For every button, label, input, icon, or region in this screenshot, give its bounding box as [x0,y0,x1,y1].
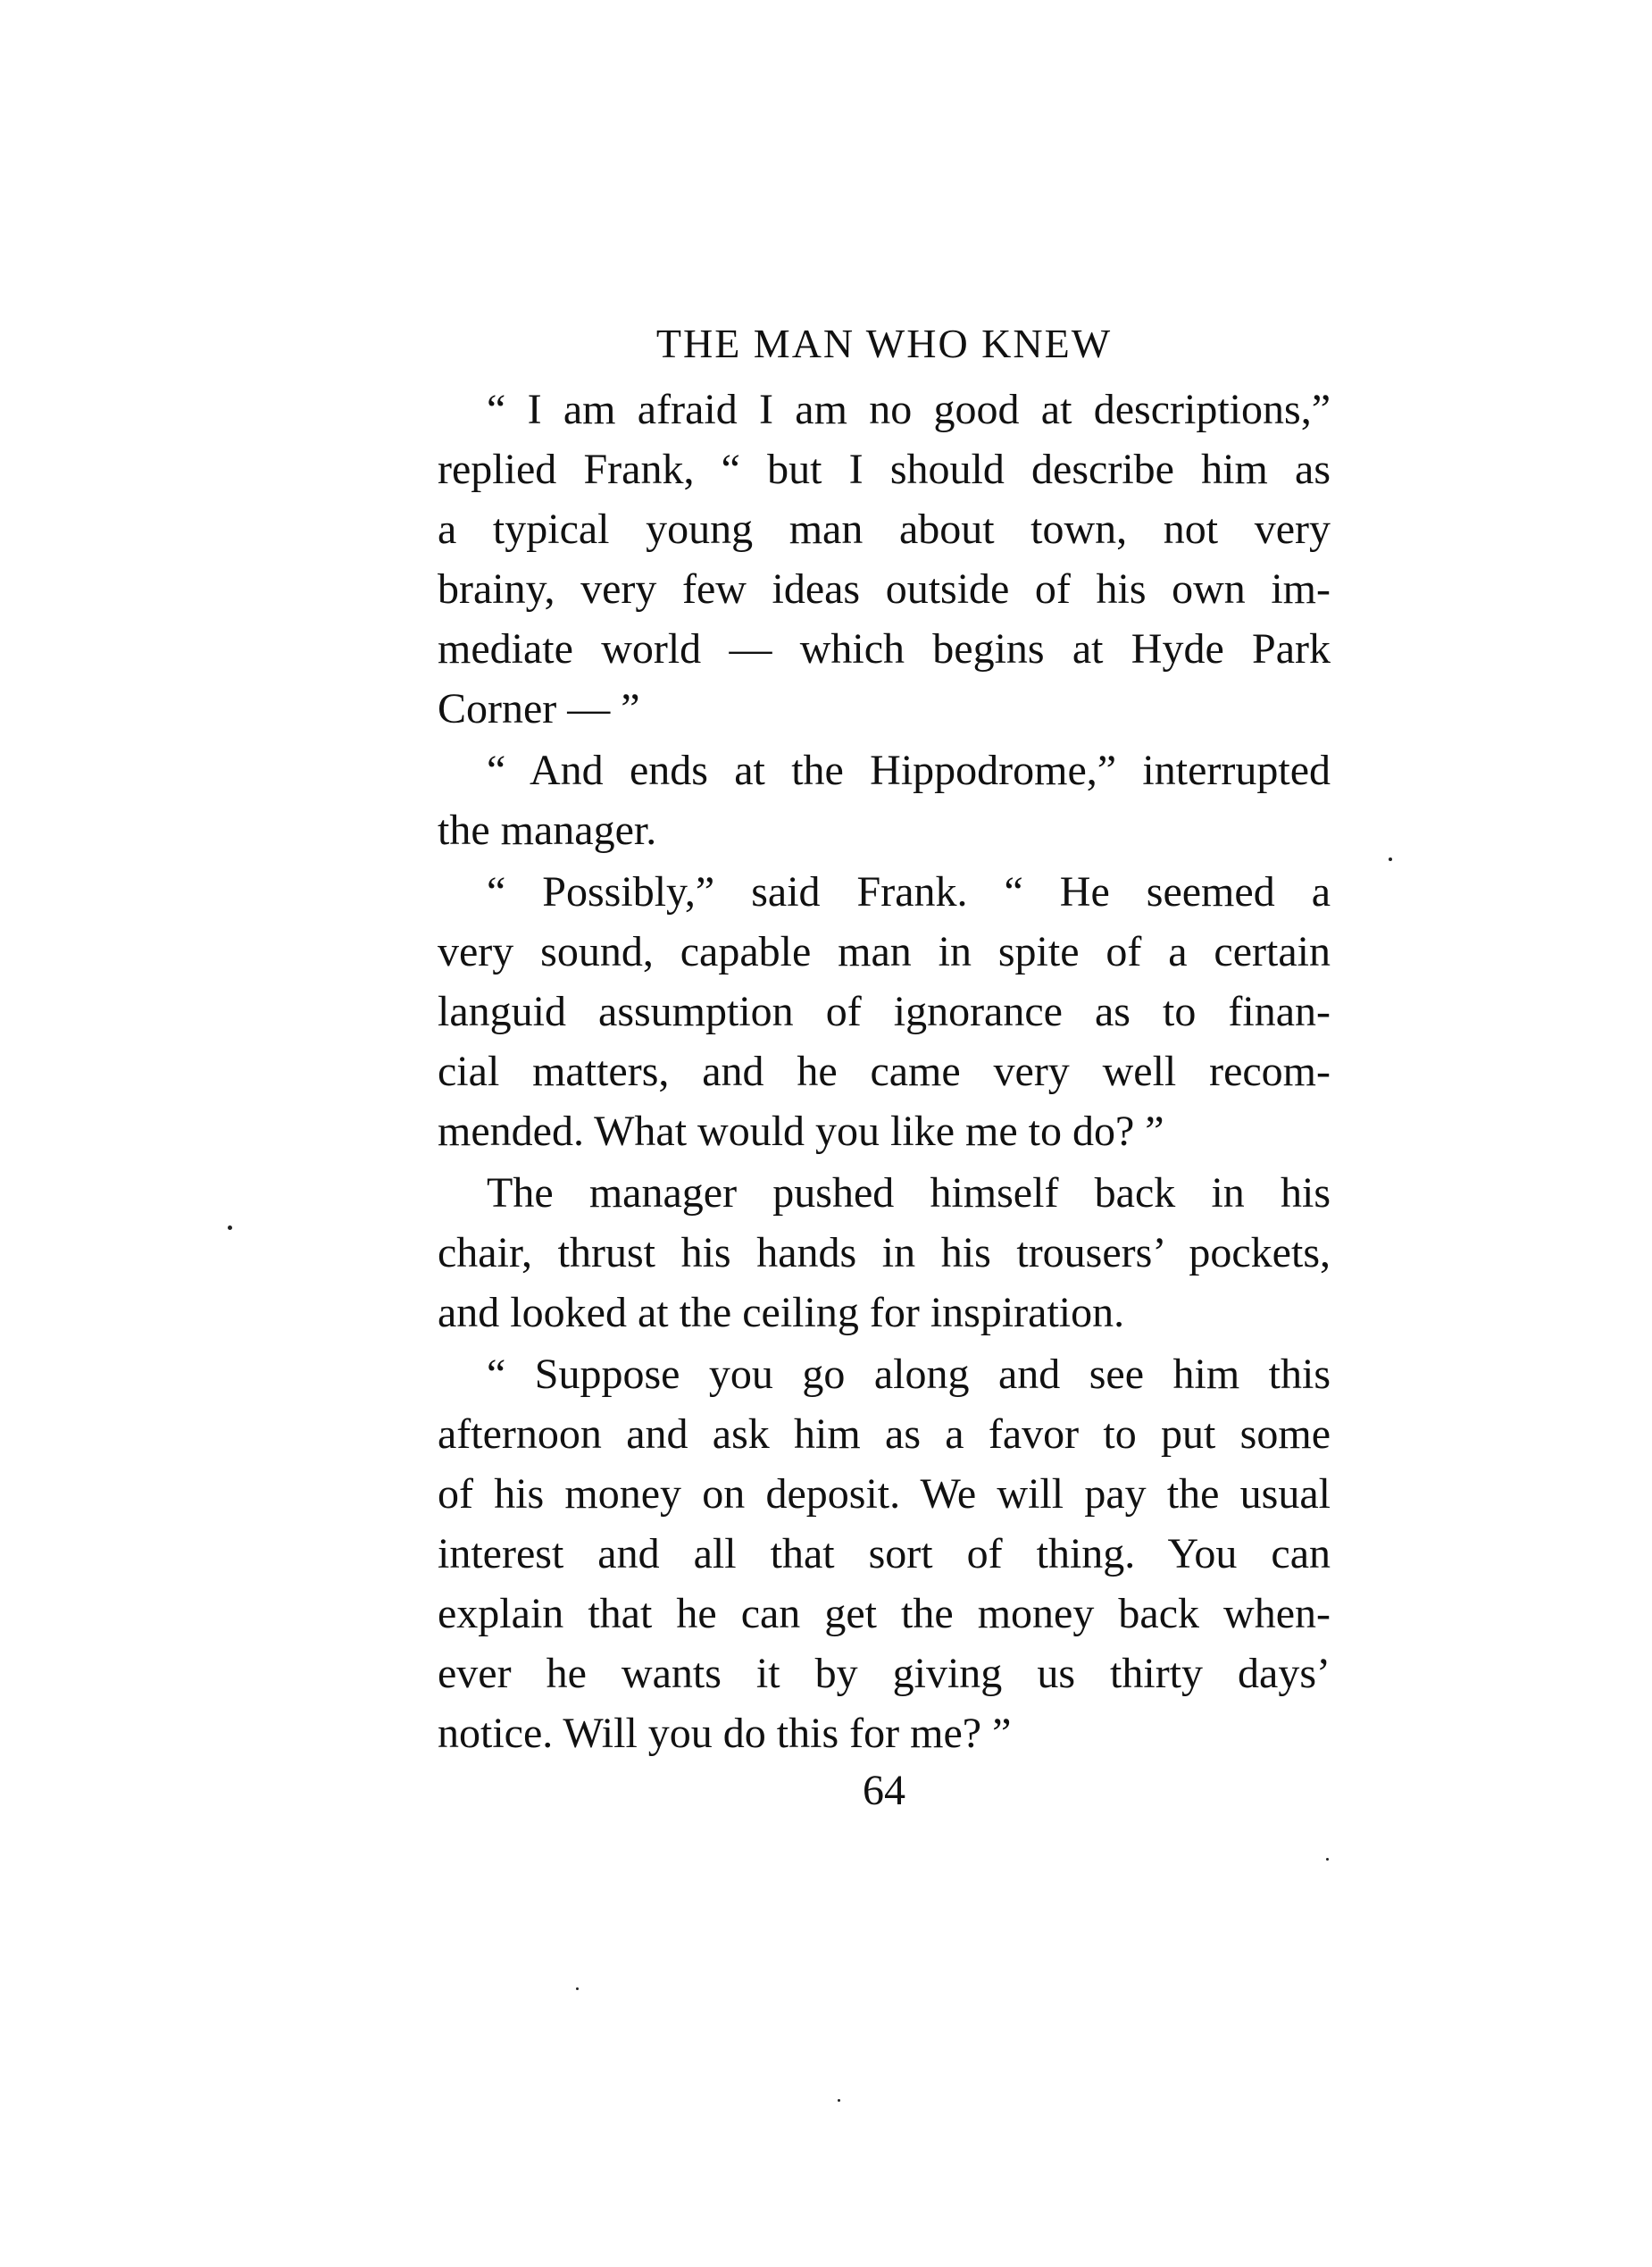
text-line: of his money on deposit. We will pay the usual [438,1470,1331,1518]
text-line: interest and all that sort of thing. You can [438,1530,1331,1577]
text-line: cial matters, and he came very well recom- [438,1048,1331,1095]
text-line: a typical young man about town, not very [438,506,1331,553]
text-line: ever he wants it by giving us thirty days’ [438,1650,1331,1697]
scan-speck [838,2099,840,2102]
page-number: 64 [863,1767,905,1814]
paragraph [438,740,1331,860]
running-head: THE MAN WHO KNEW [655,321,1113,366]
text-line: “ Suppose you go along and see him this [487,1351,1331,1398]
text-line: brainy, very few ideas outside of his own im- [438,565,1331,613]
text-line: “ Possibly,” said Frank. “ He seemed a [487,868,1331,916]
scan-speck [1326,1858,1329,1861]
body-text [438,380,1331,1763]
paragraph [438,1163,1331,1343]
text-line: notice. Will you do this for me? ” [438,1710,1012,1757]
text-line: explain that he can get the money back when- [438,1590,1331,1637]
text-line: The manager pushed himself back in his [487,1169,1331,1217]
paragraph [438,380,1331,739]
text-line: replied Frank, “ but I should describe him as [438,446,1331,493]
scan-speck [1389,857,1392,861]
scan-speck [576,1987,579,1990]
text-line: Corner — ” [438,685,640,732]
text-line: mended. What would you like me to do? ” [438,1108,1164,1155]
text-line: “ And ends at the Hippodrome,” interrupted [487,747,1331,794]
text-line: very sound, capable man in spite of a certain [438,928,1331,975]
text-line: afternoon and ask him as a favor to put some [438,1410,1331,1458]
text-line: languid assumption of ignorance as to finan- [438,988,1331,1035]
text-line: mediate world — which begins at Hyde Park [438,625,1331,673]
paragraph [438,1344,1331,1763]
paragraph [438,862,1331,1161]
text-line: the manager. [438,807,657,854]
text-line: “ I am afraid I am no good at descriptions,” [487,386,1331,433]
text-line: chair, thrust his hands in his trousers’ pockets, [438,1229,1331,1276]
text-line: and looked at the ceiling for inspiration. [438,1289,1125,1336]
scan-speck [228,1226,232,1230]
